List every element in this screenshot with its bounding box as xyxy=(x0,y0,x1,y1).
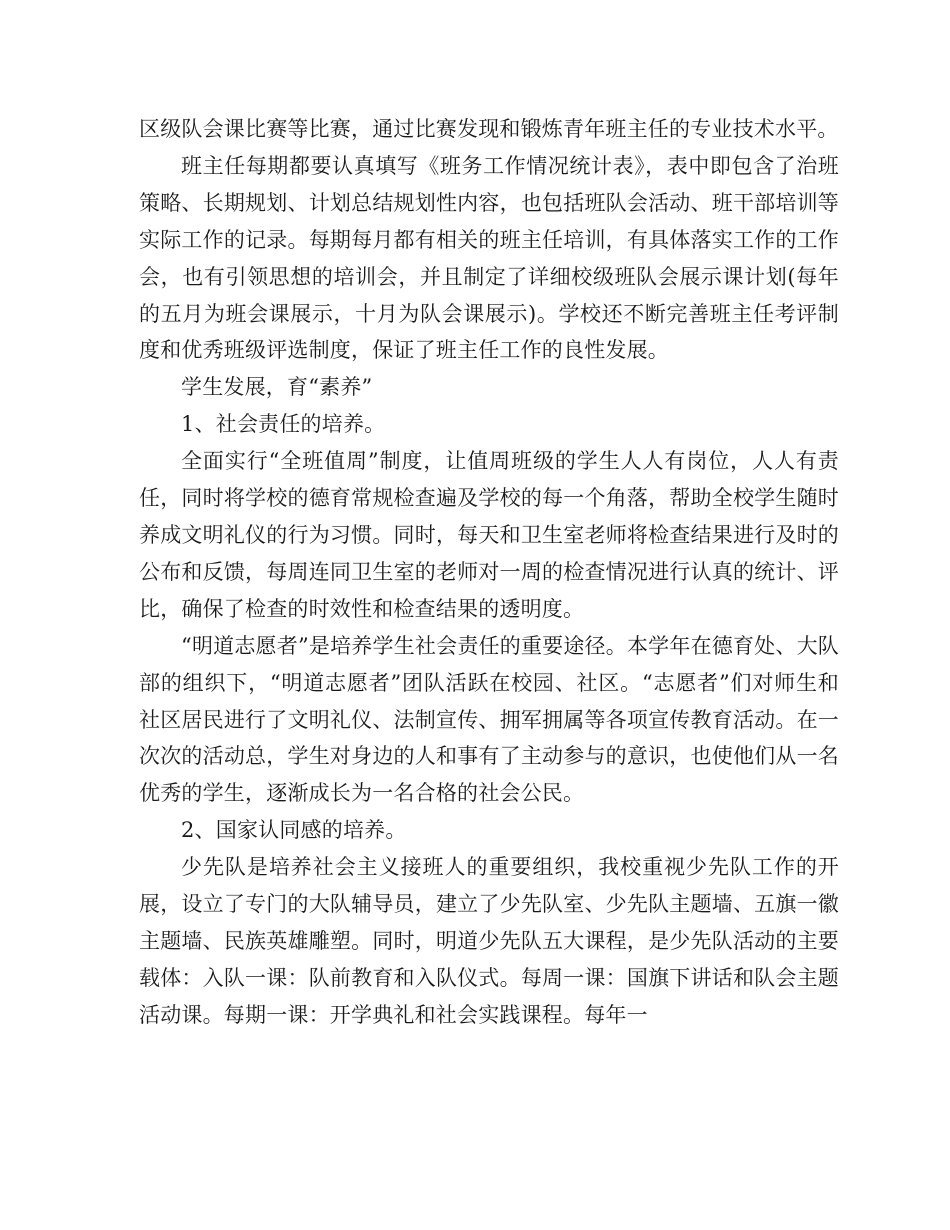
paragraph-2: 班主任每期都要认真填写《班务工作情况统计表》，表中即包含了治班策略、长期规划、计划总结规划性内容，也包括班队会活动、班干部培训等实际工作的记录。每期每月都有相关的班主任培训，有具体落实工作的工作会，也有引领思想的培训会，并且制定了详细校级班队会展示课计划(每年的五月为班会课展示，十月为队会课展示)。学校还不断完善班主任考评制度和优秀班级评选制度，保证了班主任工作的良性发展。 xyxy=(139,153,839,363)
document-body xyxy=(139,111,839,1034)
paragraph-1: 区级队会课比赛等比赛，通过比赛发现和锻炼青年班主任的专业技术水平。 xyxy=(139,117,839,141)
paragraph-6: “明道志愿者”是培养学生社会责任的重要途径。本学年在德育处、大队部的组织下，“明道志愿者”团队活跃在校园、社区。“志愿者”们对师生和社区居民进行了文明礼仪、法制宣传、拥军拥属等各项宣传教育活动。在一次次的活动总，学生对身边的人和事有了主动参与的意识，也使他们从一名优秀的学生，逐渐成长为一名合格的社会公民。 xyxy=(139,633,839,806)
section-heading-student-development: 学生发展，育“素养” xyxy=(181,375,373,400)
paragraph-5: 全面实行“全班值周”制度，让值周班级的学生人人有岗位，人人有责任，同时将学校的德育常规检查遍及学校的每一个角落，帮助全校学生随时养成文明礼仪的行为习惯。同时，每天和卫生室老师将检查结果进行及时的公布和反馈，每周连同卫生室的老师对一周的检查情况进行认真的统计、评比，确保了检查的时效性和检查结果的透明度。 xyxy=(139,449,839,621)
subheading-national-identity: 2、国家认同感的培养。 xyxy=(181,818,407,843)
subheading-social-responsibility: 1、社会责任的培养。 xyxy=(181,412,386,437)
paragraph-8: 少先队是培养社会主义接班人的重要组织，我校重视少先队工作的开展，设立了专门的大队辅导员，建立了少先队室、少先队主题墙、五旗一徽主题墙、民族英雄雕塑。同时，明道少先队五大课程，是少先队活动的主要载体：入队一课：队前教育和入队仪式。每周一课：国旗下讲话和队会主题活动课。每期一课：开学典礼和社会实践课程。每年一 xyxy=(139,855,839,1027)
